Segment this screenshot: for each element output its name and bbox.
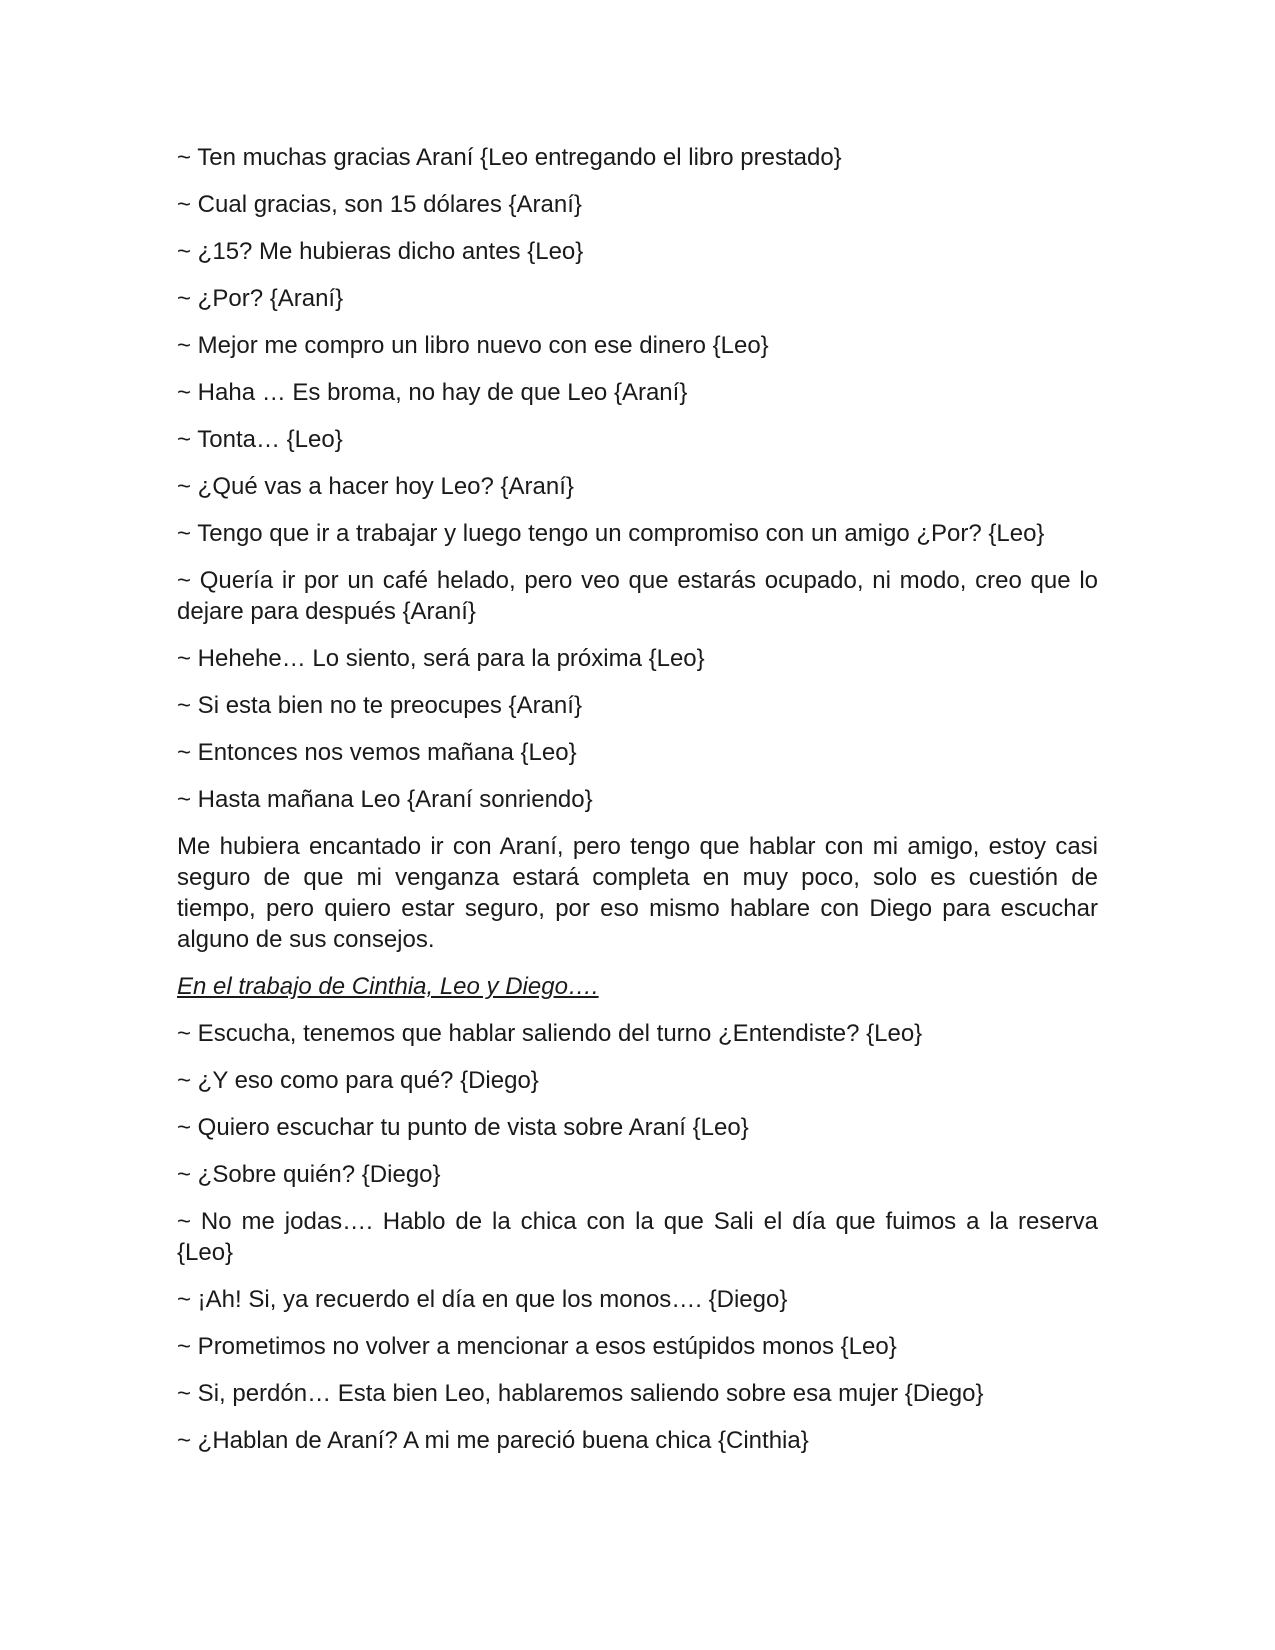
dialogue-line: ~ ¿Qué vas a hacer hoy Leo? {Araní}	[177, 473, 574, 500]
dialogue-line: ~ ¿Sobre quién? {Diego}	[177, 1161, 441, 1188]
dialogue-line: ~ ¿Hablan de Araní? A mi me pareció buena chica {Cinthia}	[177, 1427, 809, 1454]
dialogue-line: ~ ¿Y eso como para qué? {Diego}	[177, 1067, 539, 1094]
dialogue-line: ~ Hehehe… Lo siento, será para la próxima {Leo}	[177, 645, 705, 672]
dialogue-line: ~ Quería ir por un café helado, pero veo que estarás ocupado, ni modo, creo que lo dejare para después {Araní}	[177, 567, 1098, 625]
dialogue-line: ~ Tonta… {Leo}	[177, 426, 343, 453]
dialogue-line: ~ ¿15? Me hubieras dicho antes {Leo}	[177, 238, 584, 265]
dialogue-line: ~ Cual gracias, son 15 dólares {Araní}	[177, 191, 582, 218]
dialogue-line: ~ Haha … Es broma, no hay de que Leo {Araní}	[177, 379, 688, 406]
dialogue-line: ~ Hasta mañana Leo {Araní sonriendo}	[177, 786, 593, 813]
dialogue-line: ~ Quiero escuchar tu punto de vista sobre Araní {Leo}	[177, 1114, 749, 1141]
dialogue-line: ~ Entonces nos vemos mañana {Leo}	[177, 739, 577, 766]
dialogue-line: ~ Escucha, tenemos que hablar saliendo del turno ¿Entendiste? {Leo}	[177, 1020, 923, 1047]
dialogue-line: ~ Prometimos no volver a mencionar a esos estúpidos monos {Leo}	[177, 1333, 897, 1360]
dialogue-line: ~ No me jodas…. Hablo de la chica con la que Sali el día que fuimos a la reserva {Leo}	[177, 1208, 1098, 1266]
dialogue-line: ~ ¡Ah! Si, ya recuerdo el día en que los monos…. {Diego}	[177, 1286, 788, 1313]
dialogue-line: ~ ¿Por? {Araní}	[177, 285, 344, 312]
narrative-paragraph: Me hubiera encantado ir con Araní, pero tengo que hablar con mi amigo, estoy casi seguro de que mi venganza estará completa en muy poco, solo es cuestión de tiempo, pero quiero estar seguro, por eso mismo hablare con Diego para escuchar alguno de sus consejos.	[177, 833, 1098, 953]
scene-heading: En el trabajo de Cinthia, Leo y Diego….	[177, 973, 599, 1000]
dialogue-line: ~ Si, perdón… Esta bien Leo, hablaremos saliendo sobre esa mujer {Diego}	[177, 1380, 984, 1407]
dialogue-line: ~ Mejor me compro un libro nuevo con ese dinero {Leo}	[177, 332, 769, 359]
dialogue-line: ~ Tengo que ir a trabajar y luego tengo un compromiso con un amigo ¿Por? {Leo}	[177, 520, 1045, 547]
dialogue-line: ~ Si esta bien no te preocupes {Araní}	[177, 692, 582, 719]
dialogue-line: ~ Ten muchas gracias Araní {Leo entregando el libro prestado}	[177, 144, 842, 171]
document-body	[177, 142, 1098, 1472]
